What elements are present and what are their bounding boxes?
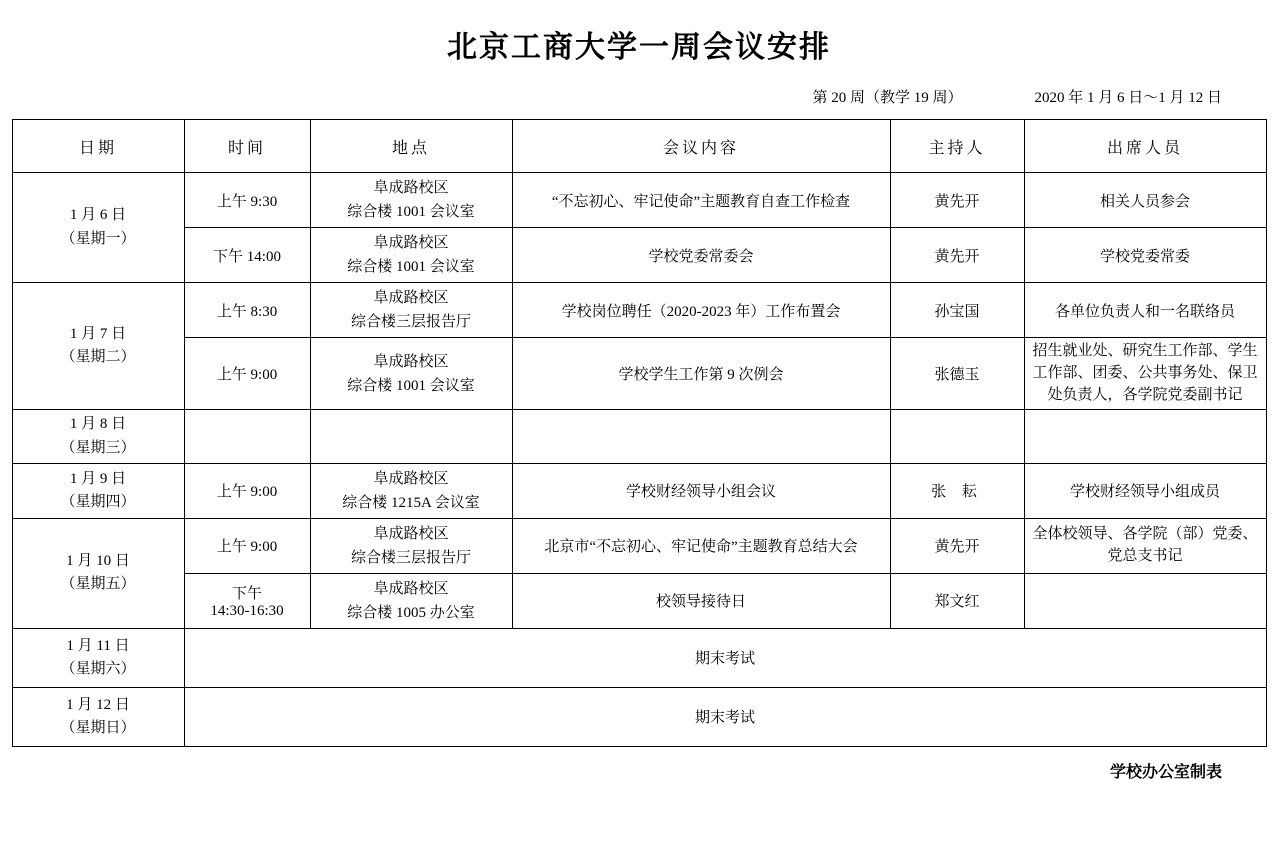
table-header-row bbox=[12, 120, 1266, 173]
table-row bbox=[12, 573, 1266, 628]
place-line-room: 综合楼 1215A 会议室 bbox=[342, 494, 480, 511]
place-cell bbox=[310, 173, 512, 228]
table-row bbox=[12, 228, 1266, 283]
column-header-attendees: 出席人员 bbox=[1024, 120, 1266, 173]
time-cell bbox=[184, 410, 310, 464]
attendees-cell: 各单位负责人和一名联络员 bbox=[1024, 283, 1266, 338]
date-line-primary: 1 月 10 日 bbox=[66, 553, 130, 569]
place-cell bbox=[310, 228, 512, 283]
content-cell: 北京市“不忘初心、牢记使命”主题教育总结大会 bbox=[512, 518, 890, 573]
host-cell bbox=[890, 410, 1024, 464]
place-line-campus: 阜成路校区 bbox=[373, 470, 449, 487]
time-line-period: 下午 bbox=[231, 585, 262, 602]
table-row bbox=[12, 463, 1266, 518]
host-cell: 张 耘 bbox=[890, 463, 1024, 518]
content-cell: 校领导接待日 bbox=[512, 573, 890, 628]
table-row bbox=[12, 518, 1266, 573]
time-cell: 下午 14:00 bbox=[184, 228, 310, 283]
date-line-primary: 1 月 8 日 bbox=[69, 416, 127, 433]
time-cell: 上午 9:30 bbox=[184, 173, 310, 228]
meeting-schedule-table bbox=[12, 119, 1267, 747]
time-cell bbox=[184, 573, 310, 628]
host-cell: 黄先开 bbox=[890, 173, 1024, 228]
date-cell bbox=[12, 173, 184, 283]
place-line-room: 综合楼三层报告厅 bbox=[350, 549, 471, 566]
column-header-content: 会议内容 bbox=[512, 120, 890, 173]
host-cell: 张德玉 bbox=[890, 338, 1024, 410]
date-line-weekday: （星期四） bbox=[60, 493, 136, 510]
exam-note-cell: 期末考试 bbox=[184, 687, 1266, 746]
date-line-weekday: （星期二） bbox=[60, 349, 136, 366]
attendees-cell: 全体校领导、各学院（部）党委、党总支书记 bbox=[1024, 518, 1266, 573]
place-cell bbox=[310, 518, 512, 573]
place-line-room: 综合楼 1005 办公室 bbox=[347, 604, 475, 621]
date-line-weekday: （星期五） bbox=[60, 576, 136, 593]
date-line-primary: 1 月 6 日 bbox=[69, 207, 127, 224]
attendees-cell: 相关人员参会 bbox=[1024, 173, 1266, 228]
place-line-campus: 阜成路校区 bbox=[373, 180, 449, 196]
date-line-weekday: （星期三） bbox=[60, 439, 136, 456]
content-cell: 学校党委常委会 bbox=[512, 228, 890, 283]
place-line-room: 综合楼 1001 会议室 bbox=[347, 259, 475, 275]
content-cell: “不忘初心、牢记使命”主题教育自查工作检查 bbox=[512, 173, 890, 228]
table-row bbox=[12, 410, 1266, 464]
place-cell bbox=[310, 283, 512, 338]
place-line-campus: 阜成路校区 bbox=[373, 235, 449, 251]
host-cell: 黄先开 bbox=[890, 518, 1024, 573]
date-line-primary: 1 月 12 日 bbox=[66, 696, 130, 713]
attendees-cell bbox=[1024, 410, 1266, 464]
attendees-cell: 招生就业处、研究生工作部、学生工作部、团委、公共事务处、保卫处负责人，各学院党委副书记 bbox=[1024, 338, 1266, 410]
table-row bbox=[12, 283, 1266, 338]
week-label: 第 20 周（教学 19 周） bbox=[812, 90, 963, 106]
attendees-cell: 学校党委常委 bbox=[1024, 228, 1266, 283]
content-cell: 学校学生工作第 9 次例会 bbox=[512, 338, 890, 410]
date-line-weekday: （星期日） bbox=[60, 719, 136, 736]
document-subheader bbox=[0, 66, 1278, 119]
place-cell bbox=[310, 463, 512, 518]
place-line-campus: 阜成路校区 bbox=[373, 353, 449, 370]
date-cell bbox=[12, 628, 184, 687]
date-line-weekday: （星期一） bbox=[60, 230, 136, 247]
table-row bbox=[12, 338, 1266, 410]
column-header-place: 地点 bbox=[310, 120, 512, 173]
page-title: 北京工商大学一周会议安排 bbox=[447, 30, 831, 65]
host-cell: 黄先开 bbox=[890, 228, 1024, 283]
date-cell bbox=[12, 410, 184, 464]
place-line-room: 综合楼 1001 会议室 bbox=[347, 204, 475, 220]
date-cell bbox=[12, 283, 184, 410]
time-cell: 上午 9:00 bbox=[184, 518, 310, 573]
time-line-range: 14:30-16:30 bbox=[210, 602, 284, 619]
place-line-campus: 阜成路校区 bbox=[373, 580, 449, 597]
host-cell: 孙宝国 bbox=[890, 283, 1024, 338]
content-cell bbox=[512, 410, 890, 464]
table-row bbox=[12, 687, 1266, 746]
place-cell bbox=[310, 410, 512, 464]
place-cell bbox=[310, 573, 512, 628]
place-line-room: 综合楼 1001 会议室 bbox=[347, 377, 475, 394]
place-line-campus: 阜成路校区 bbox=[373, 290, 449, 306]
time-cell: 上午 9:00 bbox=[184, 463, 310, 518]
attendees-cell: 学校财经领导小组成员 bbox=[1024, 463, 1266, 518]
place-cell bbox=[310, 338, 512, 410]
column-header-host: 主持人 bbox=[890, 120, 1024, 173]
table-row bbox=[12, 628, 1266, 687]
attendees-cell bbox=[1024, 573, 1266, 628]
column-header-time: 时间 bbox=[184, 120, 310, 173]
exam-note-cell: 期末考试 bbox=[184, 628, 1266, 687]
content-cell: 学校财经领导小组会议 bbox=[512, 463, 890, 518]
date-range-label: 2020 年 1 月 6 日～1 月 12 日 bbox=[1034, 90, 1222, 106]
date-cell bbox=[12, 518, 184, 628]
host-cell: 郑文红 bbox=[890, 573, 1024, 628]
date-line-primary: 1 月 11 日 bbox=[66, 637, 130, 654]
content-cell: 学校岗位聘任（2020-2023 年）工作布置会 bbox=[512, 283, 890, 338]
place-line-room: 综合楼三层报告厅 bbox=[350, 314, 471, 330]
place-line-campus: 阜成路校区 bbox=[373, 525, 449, 542]
time-cell: 上午 9:00 bbox=[184, 338, 310, 410]
date-line-primary: 1 月 7 日 bbox=[69, 325, 127, 342]
table-row bbox=[12, 173, 1266, 228]
document-footer: 学校办公室制表 bbox=[1109, 761, 1222, 781]
date-cell bbox=[12, 687, 184, 746]
date-line-primary: 1 月 9 日 bbox=[69, 470, 127, 487]
time-cell: 上午 8:30 bbox=[184, 283, 310, 338]
column-header-date: 日期 bbox=[12, 120, 184, 173]
date-line-weekday: （星期六） bbox=[60, 660, 136, 677]
date-cell bbox=[12, 463, 184, 518]
